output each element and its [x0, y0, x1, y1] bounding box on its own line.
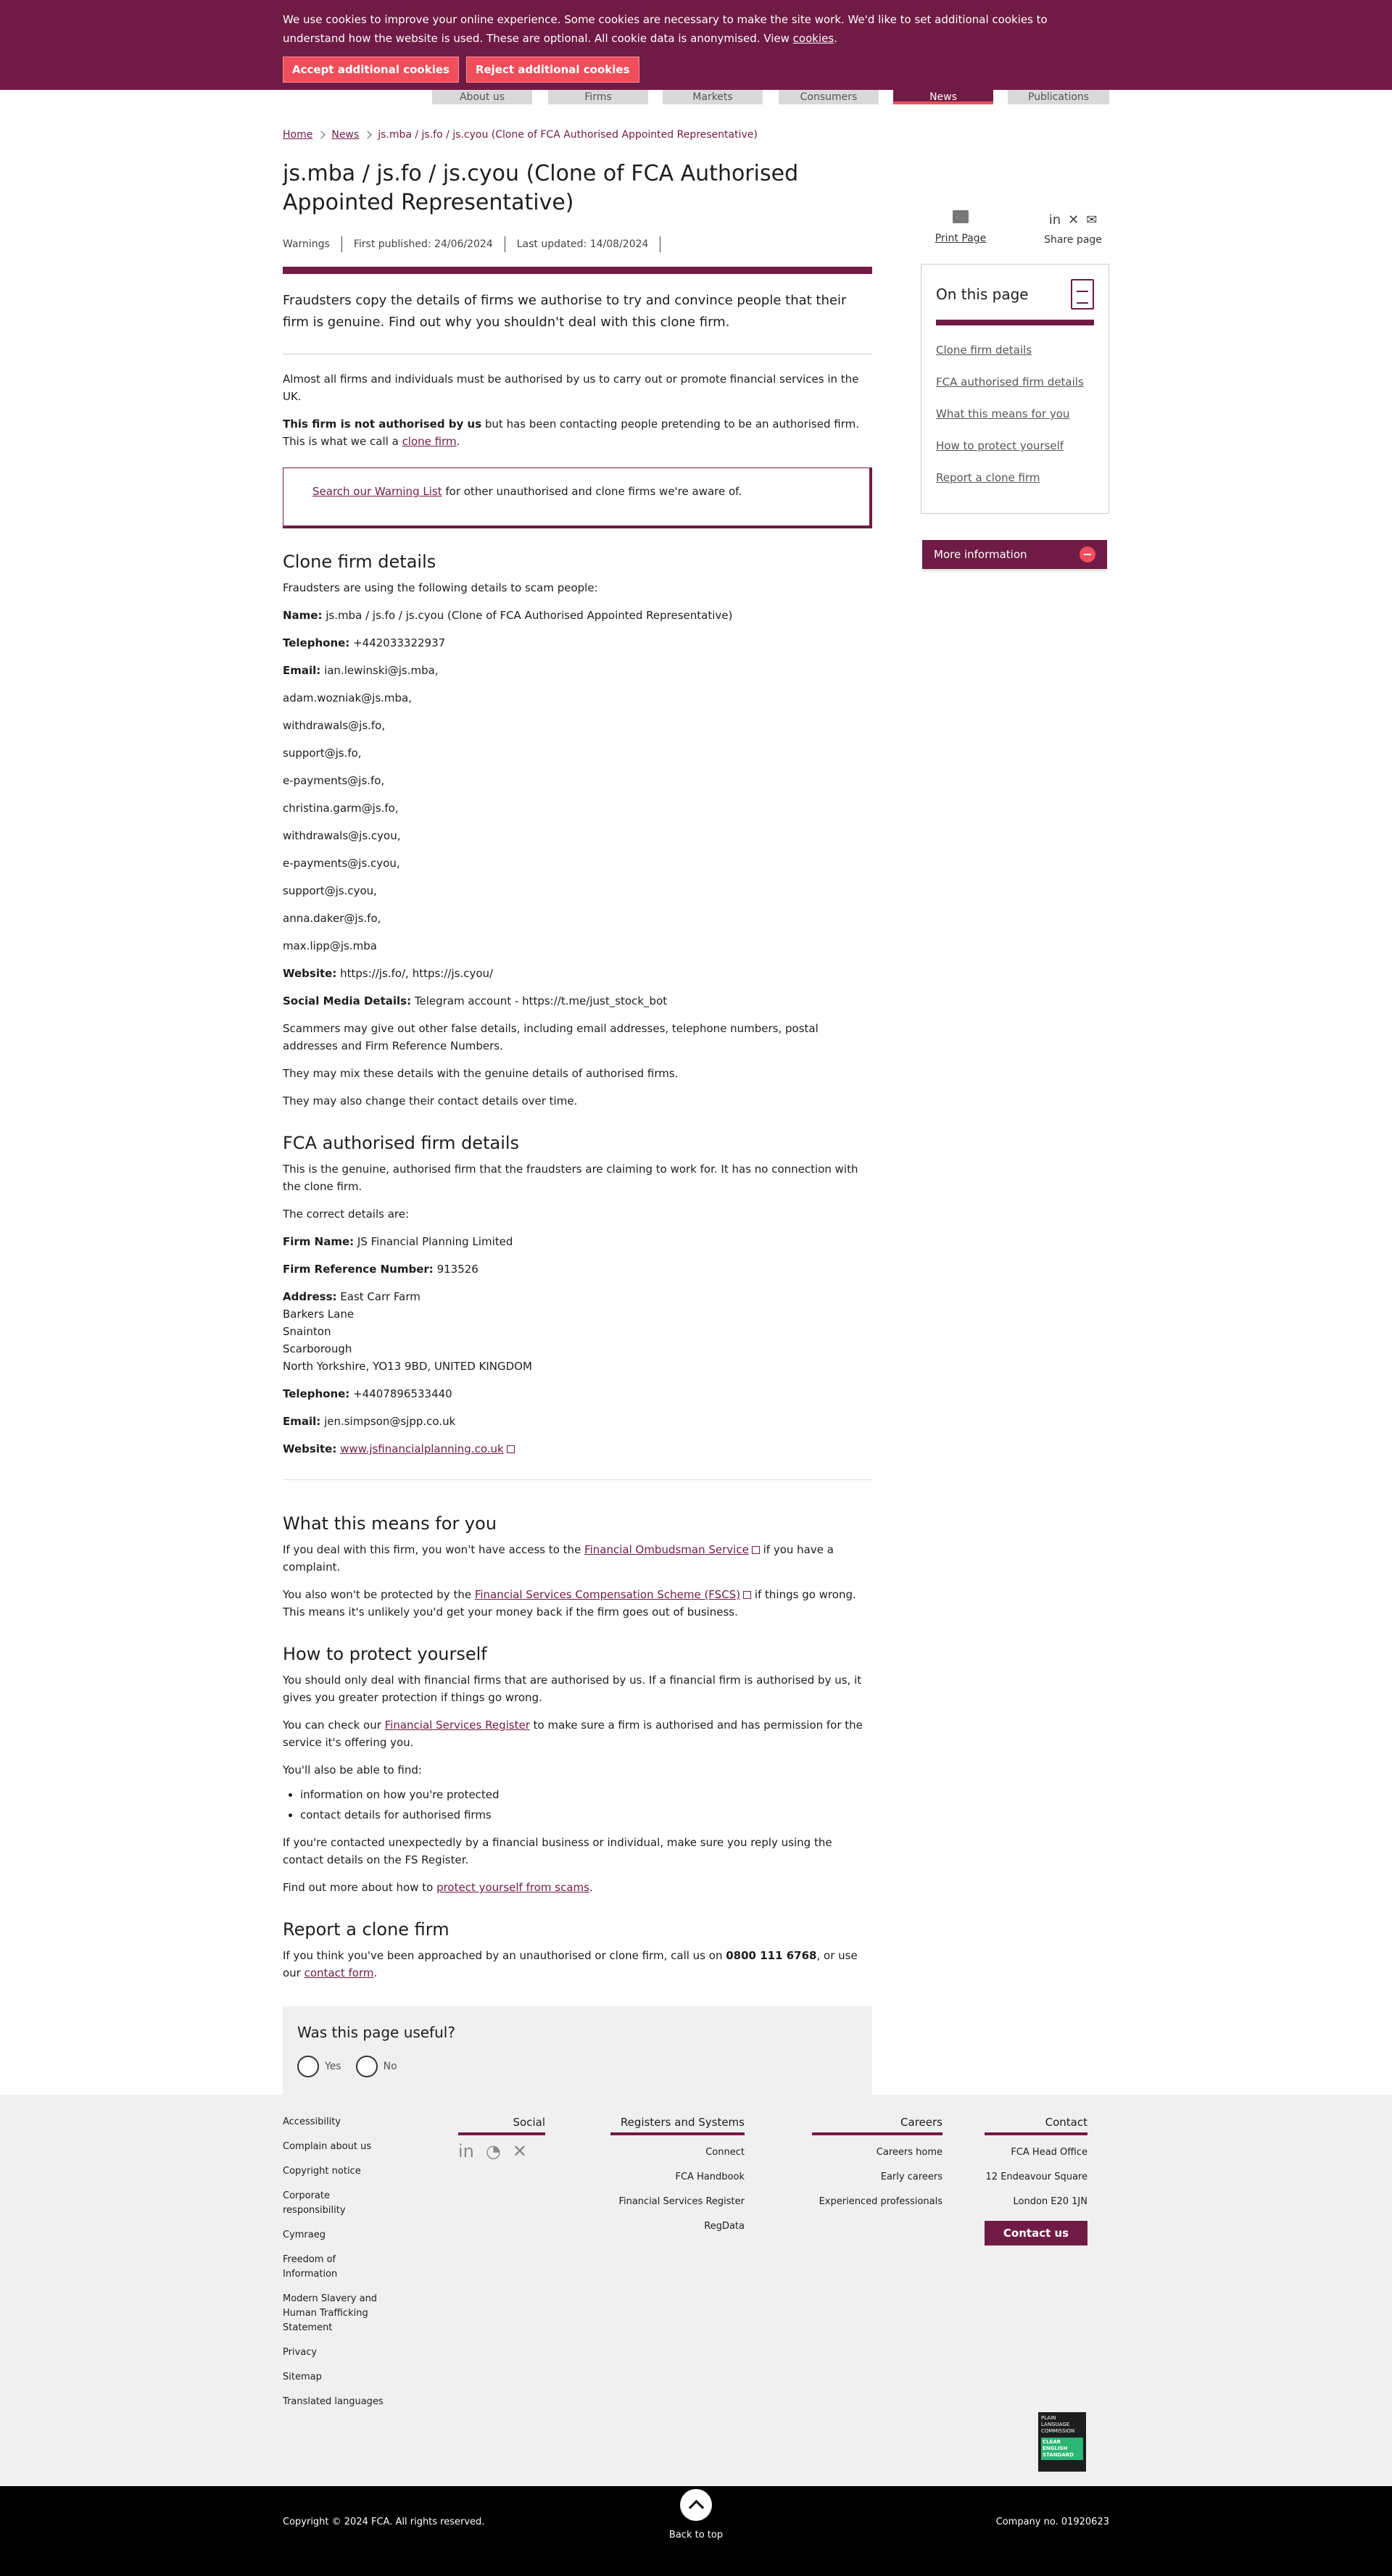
nav-news[interactable]: News: [893, 81, 993, 104]
feedback-yes-radio[interactable]: Yes: [297, 2056, 341, 2077]
external-link-icon: [507, 1445, 515, 1453]
clone-firm-link[interactable]: clone firm: [402, 435, 457, 448]
clone-note: Scammers may give out other false details, including email addresses, telephone numbers, postal addresses and Firm Reference Numbers.: [283, 1022, 819, 1052]
footer-links: [283, 2115, 392, 2419]
ombudsman-link[interactable]: Financial Ombudsman Service: [584, 1543, 749, 1556]
feedback-no-radio[interactable]: No: [356, 2056, 397, 2077]
not-authorised-text: This firm is not authorised by us but has been contacting people pretending to be an authorised firm. This is what we call a clone firm.: [283, 417, 859, 448]
clone-website: Website: https://js.fo/, https://js.cyou/: [283, 967, 494, 980]
means-heading: What this means for you: [283, 1513, 497, 1534]
rss-icon[interactable]: ◔: [485, 2141, 501, 2161]
clone-email-item: withdrawals@js.fo,: [283, 719, 386, 732]
footer-registers-heading: Registers and Systems: [610, 2115, 745, 2135]
fs-register-link[interactable]: Financial Services Register: [384, 1719, 530, 1732]
otp-link-what-this-means[interactable]: What this means for you: [936, 407, 1070, 420]
footer-bottom: [0, 2486, 1392, 2576]
intro-text: Almost all firms and individuals must be authorised by us to carry out or promote financial services in the UK.: [283, 373, 859, 403]
meta-type: Warnings: [283, 238, 330, 250]
nav-markets[interactable]: Markets: [663, 81, 763, 104]
genuine-telephone: Telephone: +4407896533440: [283, 1387, 452, 1400]
contact-form-link[interactable]: contact form: [304, 1966, 374, 1979]
clone-email-item: adam.wozniak@js.mba,: [283, 691, 413, 705]
genuine-website-link[interactable]: www.jsfinancialplanning.co.uk: [340, 1442, 504, 1455]
clone-email-item: anna.daker@js.fo,: [283, 912, 381, 925]
clone-name: Name: js.mba / js.fo / js.cyou (Clone of FCA Authorised Appointed Representative): [283, 609, 733, 622]
nav-consumers[interactable]: Consumers: [779, 81, 879, 104]
plain-language-badge: PLAIN LANGUAGE COMMISSION CLEAR ENGLISH STANDARD: [1038, 2412, 1086, 2472]
accept-cookies-button[interactable]: Accept additional cookies: [283, 57, 459, 83]
means-p1: If you deal with this firm, you won't have access to the Financial Ombudsman Service if you have a complaint.: [283, 1543, 834, 1574]
protect-p5: Find out more about how to protect yourself from scams.: [283, 1881, 593, 1894]
otp-link-protect[interactable]: How to protect yourself: [936, 439, 1064, 452]
x-icon[interactable]: ✕: [1068, 212, 1080, 228]
main-content: [283, 125, 872, 2103]
footer-link[interactable]: Financial Services Register: [618, 2196, 745, 2207]
footer-link[interactable]: Accessibility: [283, 2116, 341, 2127]
contact-us-button[interactable]: Contact us: [985, 2221, 1088, 2245]
footer-link[interactable]: Complain about us: [283, 2141, 372, 2152]
chevron-right-icon: [364, 130, 372, 138]
footer-link[interactable]: FCA Handbook: [675, 2172, 745, 2182]
list-item: • contact details for authorised firms: [300, 1806, 872, 1824]
breadcrumb-home[interactable]: Home: [283, 128, 313, 141]
footer-contact: [985, 2115, 1088, 2245]
footer-link[interactable]: Early careers: [880, 2172, 942, 2182]
clone-email-item: withdrawals@js.cyou,: [283, 829, 401, 842]
clone-email-item: support@js.fo,: [283, 747, 362, 760]
clone-telephone: Telephone: +442033322937: [283, 636, 446, 649]
arrow-up-icon: [680, 2489, 712, 2521]
footer-link[interactable]: RegData: [704, 2221, 745, 2232]
genuine-address: Address: East Carr Farm Barkers Lane Snainton Scarborough North Yorkshire, YO13 9BD, UNITED KINGDOM: [283, 1290, 532, 1373]
clone-email-item: e-payments@js.fo,: [283, 774, 385, 787]
lead-text: Fraudsters copy the details of firms we authorise to try and convince people that their firm is genuine. Find out why you shouldn't deal with this clone firm.: [283, 290, 872, 354]
copyright: Copyright © 2024 FCA. All rights reserved.: [283, 2517, 485, 2527]
cookie-banner: [0, 0, 1392, 90]
divider-bar: [283, 267, 872, 274]
footer-link[interactable]: Sitemap: [283, 2372, 322, 2382]
nav-firms[interactable]: Firms: [548, 81, 648, 104]
cookie-link[interactable]: cookies: [792, 32, 834, 45]
nav-publications[interactable]: Publications: [1008, 81, 1109, 104]
otp-link-clone-firm[interactable]: Clone firm details: [936, 344, 1032, 357]
warning-list-callout: Search our Warning List for other unauthorised and clone firms we're aware of.: [283, 468, 872, 528]
footer-link[interactable]: Connect: [705, 2147, 745, 2158]
meta-published: First published: 24/06/2024: [341, 236, 505, 252]
footer-careers: [812, 2115, 942, 2209]
footer-link[interactable]: Copyright notice: [283, 2166, 361, 2177]
report-heading: Report a clone firm: [283, 1919, 450, 1940]
protect-scams-link[interactable]: protect yourself from scams: [436, 1881, 589, 1894]
x-icon[interactable]: ✕: [512, 2141, 527, 2161]
genuine-intro: This is the genuine, authorised firm that the fraudsters are claiming to work for. It has no connection with the clone firm.: [283, 1163, 858, 1193]
genuine-firm-name: Firm Name: JS Financial Planning Limited: [283, 1235, 513, 1248]
more-information-toggle[interactable]: More information: [922, 540, 1107, 569]
chevron-right-icon: [318, 130, 326, 138]
cookie-text: We use cookies to improve your online experience. Some cookies are necessary to make the site work. We'd like to set additional cookies to understand how the website is used. These are optional. All cookie data is anonymised. View cookies.: [283, 13, 1048, 45]
clone-email-item: max.lipp@js.mba: [283, 939, 377, 952]
printer-icon: [953, 210, 969, 223]
nav-about-us[interactable]: About us: [432, 81, 532, 104]
genuine-details-heading: FCA authorised firm details: [283, 1133, 520, 1153]
footer-link[interactable]: Privacy: [283, 2347, 318, 2358]
footer-address: FCA Head Office: [1011, 2147, 1088, 2158]
breadcrumb-current: js.mba / js.fo / js.cyou (Clone of FCA Authorised Appointed Representative): [378, 128, 758, 141]
feedback-question: Was this page useful?: [297, 2024, 455, 2041]
share-page: in ✕ ✉ Share page: [1037, 210, 1109, 248]
footer-link[interactable]: Freedom of Information: [283, 2254, 338, 2280]
section-divider: [283, 1479, 872, 1480]
protect-p3: You'll also be able to find:: [283, 1763, 422, 1777]
reject-cookies-button[interactable]: Reject additional cookies: [466, 57, 639, 83]
protect-p2: You can check our Financial Services Register to make sure a firm is authorised and has permission for the service it's offering you.: [283, 1719, 863, 1749]
radio-circle[interactable]: [297, 2056, 319, 2077]
footer-link[interactable]: Cymraeg: [283, 2230, 326, 2240]
footer-social-heading: Social: [458, 2115, 545, 2135]
fscs-link[interactable]: Financial Services Compensation Scheme (FSCS): [474, 1588, 741, 1601]
page-title: js.mba / js.fo / js.cyou (Clone of FCA Authorised Appointed Representative): [283, 161, 799, 215]
protect-heading: How to protect yourself: [283, 1644, 487, 1664]
clone-email: Email: ian.lewinski@js.mba,: [283, 664, 439, 677]
genuine-website: Website: www.jsfinancialplanning.co.uk: [283, 1440, 872, 1458]
report-text: If you think you've been approached by an unauthorised or clone firm, call us on 0800 111 6768, or use our contact form.: [283, 1949, 858, 1979]
genuine-correct: The correct details are:: [283, 1208, 410, 1221]
clone-social: Social Media Details: Telegram account - https://t.me/just_stock_bot: [283, 994, 668, 1007]
footer-link[interactable]: Experienced professionals: [819, 2196, 942, 2207]
list-item: • information on how you're protected: [300, 1786, 872, 1803]
clone-email-item: support@js.cyou,: [283, 884, 377, 897]
means-p2: You also won't be protected by the Financial Services Compensation Scheme (FSCS) if things go wrong. This means it's unlikely you'd get your money back if the firm goes out of business.: [283, 1588, 856, 1619]
clone-email-item: e-payments@js.cyou,: [283, 857, 400, 870]
footer-contact-heading: Contact: [985, 2115, 1088, 2135]
footer-address: London E20 1JN: [1013, 2196, 1088, 2207]
footer-link[interactable]: Careers home: [876, 2147, 942, 2158]
footer-registers: [610, 2115, 745, 2234]
genuine-frn: Firm Reference Number: 913526: [283, 1263, 478, 1276]
radio-circle[interactable]: [356, 2056, 378, 2077]
protect-list: [283, 1786, 872, 1824]
linkedin-icon[interactable]: in: [458, 2141, 474, 2161]
company-number: Company no. 01920623: [995, 2517, 1109, 2527]
print-page-button[interactable]: Print Page: [928, 210, 993, 246]
external-link-icon: [743, 1591, 751, 1599]
divider-bar: [936, 320, 1094, 325]
footer: [0, 2095, 1392, 2486]
protect-p1: You should only deal with financial firms that are authorised by us. If a financial firm is authorised by us, it gives you greater protection if things go wrong.: [283, 1674, 862, 1704]
document-icon: [1071, 279, 1094, 309]
footer-link[interactable]: Modern Slavery and Human Trafficking Statement: [283, 2293, 378, 2333]
email-icon[interactable]: ✉: [1086, 212, 1098, 228]
protect-p4: If you're contacted unexpectedly by a financial business or individual, make sure you reply using the contact details on the FS Register.: [283, 1836, 832, 1866]
warning-list-link[interactable]: Search our Warning List: [312, 485, 442, 498]
on-this-page-heading: On this page: [936, 286, 1029, 303]
back-to-top-button[interactable]: Back to top: [667, 2489, 725, 2543]
clone-intro: Fraudsters are using the following details to scam people:: [283, 581, 598, 594]
clone-note: They may also change their contact details over time.: [283, 1094, 578, 1108]
external-link-icon: [752, 1546, 760, 1554]
page-meta: [283, 233, 872, 255]
footer-link[interactable]: Corporate responsibility: [283, 2190, 346, 2216]
breadcrumb: [283, 125, 872, 145]
footer-address: 12 Endeavour Square: [985, 2172, 1088, 2182]
share-tools: [921, 210, 1109, 254]
otp-link-authorised-firm[interactable]: FCA authorised firm details: [936, 375, 1084, 389]
clone-email-item: christina.garm@js.fo,: [283, 802, 399, 815]
feedback-box: [283, 2006, 872, 2103]
footer-careers-heading: Careers: [812, 2115, 942, 2135]
on-this-page-box: [921, 264, 1109, 514]
linkedin-icon[interactable]: in: [1048, 212, 1061, 228]
footer-social: [458, 2115, 545, 2159]
meta-updated: Last updated: 14/08/2024: [505, 236, 661, 252]
minus-circle-icon: [1080, 547, 1095, 562]
clone-details-heading: Clone firm details: [283, 552, 436, 572]
otp-link-report[interactable]: Report a clone firm: [936, 471, 1040, 484]
footer-link[interactable]: Translated languages: [283, 2396, 384, 2407]
genuine-email: Email: jen.simpson@sjpp.co.uk: [283, 1415, 456, 1428]
breadcrumb-news[interactable]: News: [331, 128, 360, 141]
clone-note: They may mix these details with the genuine details of authorised firms.: [283, 1067, 679, 1080]
